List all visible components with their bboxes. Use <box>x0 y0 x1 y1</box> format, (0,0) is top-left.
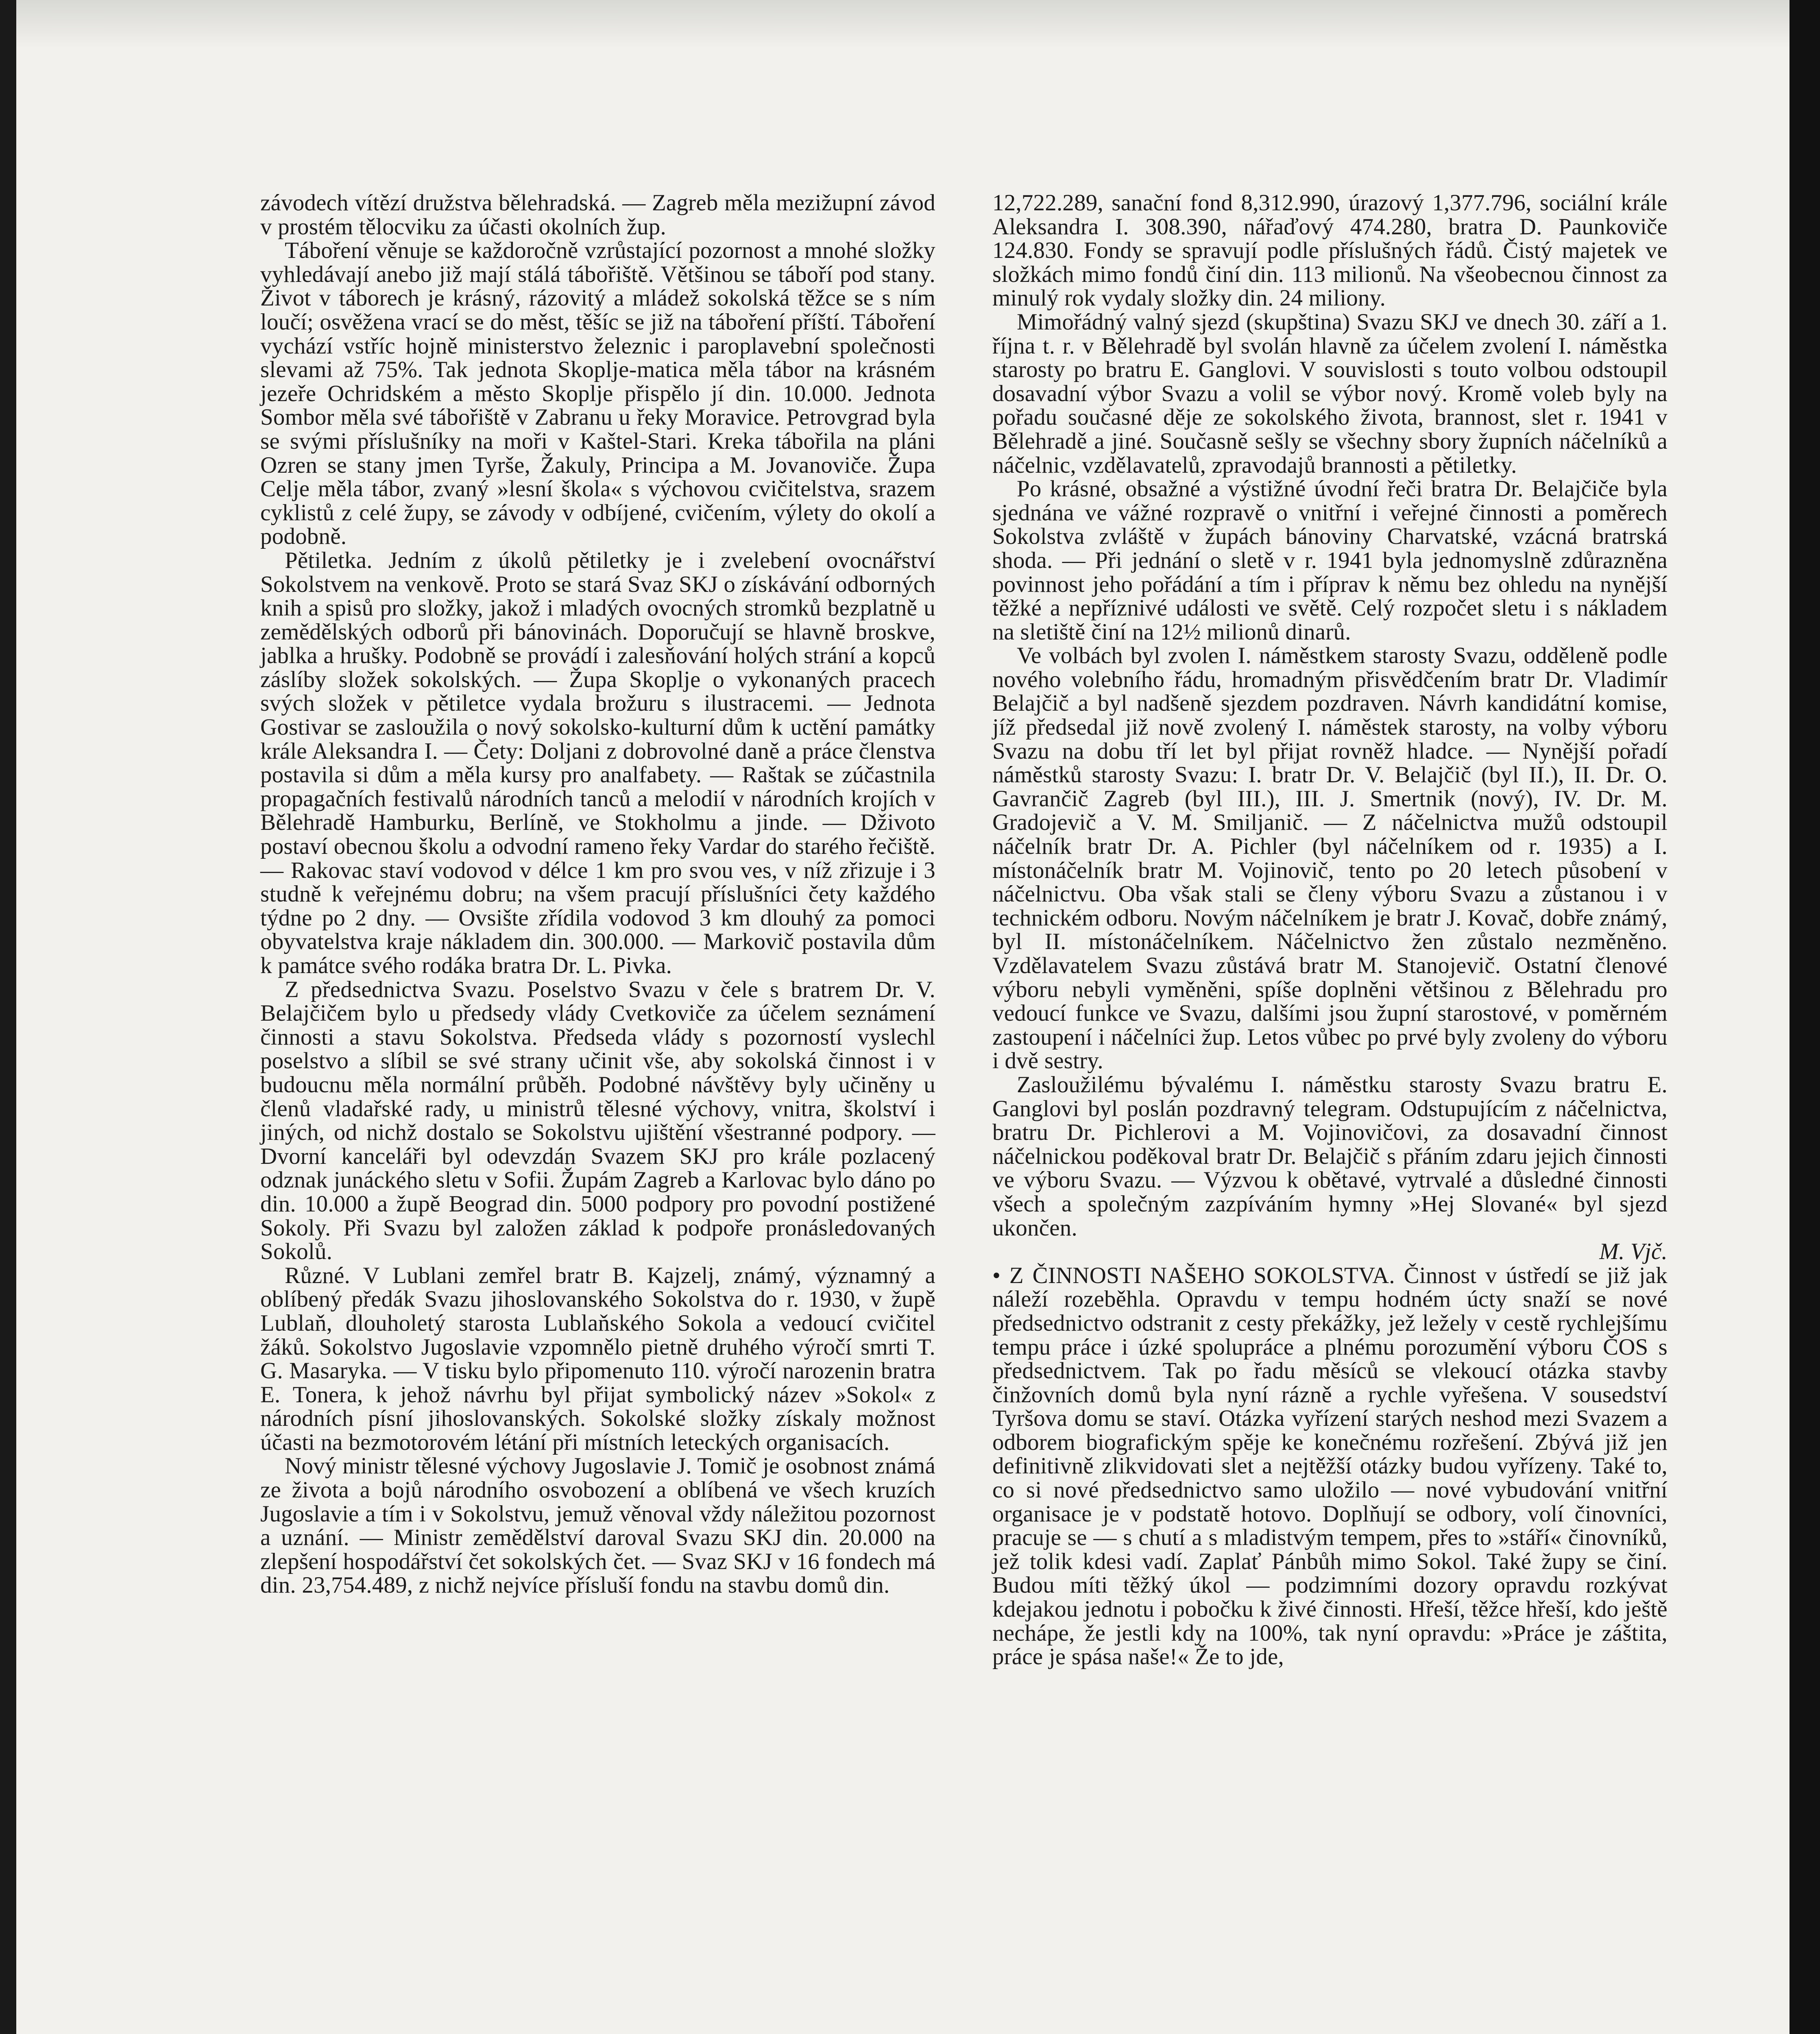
scan-border-left <box>0 0 16 2034</box>
paragraph: Pětiletka. Jedním z úkolů pětiletky je i zvelebení ovocnářství Sokolstvem na venkově. Proto se stará Svaz SKJ o získávání odborných knih a spisů pro složky, jakož i mladých ovocných stromků bezplatně u zemědělských odborů při bánovinách. Doporučují se hlavně broskve, jablka a hrušky. Podobně se provádí i zalesňování holých strání a kopců záslíby složek sokolských. — Župa Skoplje o vykonaných pracech svých složek v pětiletce vydala brožuru s ilustracemi. — Jednota Gostivar se zasloužila o nový sokolsko-kulturní dům k uctění památky krále Aleksandra I. — Čety: Doljani z dobrovolné daně a práce členstva postavila si dům a měla kursy pro analfabety. — Raštak se zúčastnila propagačních festivalů národních tanců a melodií v národních krojích v Bělehradě Hamburku, Berlíně, ve Stokholmu a jinde. — Dživoto postaví obecnou školu a odvodní rameno řeky Vardar do starého řečiště. — Rakovac staví vodovod v délce 1 km pro svou ves, v níž zřizuje i 3 studně k veřejnému dobru; na všem pracují příslušníci čety každého týdne po 2 dny. — Ovsište zřídila vodovod 3 km dlouhý za pomoci obyvatelstva kraje nákladem din. 300.000. — Markovič postavila dům k památce svého rodáka bratra Dr. L. Pivka. <box>260 547 935 978</box>
page-shadow <box>16 0 1789 49</box>
paragraph: 12,722.289, sanační fond 8,312.990, úrazový 1,377.796, sociální krále Aleksandra I. 308.390, nářaďový 474.280, bratra D. Paunkoviče 124.830. Fondy se spravují podle příslušných řádů. Čistý majetek ve složkách mimo fondů činí din. 113 milionů. Na všeobecnou činnost za minulý rok vydaly složky din. 24 miliony. <box>992 190 1667 311</box>
left-text-column <box>260 191 935 1598</box>
paragraph: Po krásné, obsažné a výstižné úvodní řeči bratra Dr. Belajčiče byla sjednána ve vážné rozpravě o vnitřní i veřejné činnosti a poměrech Sokolstva zvláště v župách bánoviny Charvatské, vzácná bratrská shoda. — Při jednání o sletě v r. 1941 byla jednomyslně zdůrazněna povinnost jeho pořádání a tím i příprav k němu bez ohledu na nynější těžké a nepříznivé události ve světě. Celý rozpočet sletu i s nákladem na sletiště činí na 12½ milionů dinarů. <box>992 476 1667 645</box>
paragraph: závodech vítězí družstva bělehradská. — Zagreb měla mezižupní závod v prostém tělocviku za účasti okolních žup. <box>260 190 935 240</box>
paragraph: Z předsednictva Svazu. Poselstvo Svazu v čele s bratrem Dr. V. Belajčičem bylo u předsedy vlády Cvetkoviče za účelem seznámení činnosti a stavu Sokolstva. Předseda vlády s pozorností vyslechl poselstvo a slíbil se své strany učinit vše, aby sokolská činnost i v budoucnu měla normální průběh. Podobné návštěvy byly učiněny u členů vladařské rady, u ministrů tělesné výchovy, vnitra, školství i jiných, od nichž dostalo se Sokolstvu ujištění všestranné podpory. — Dvorní kanceláři byl odevzdán Svazem SKJ pro krále pozlacený odznak junáckého sletu v Sofii. Župám Zagreb a Karlovac bylo dáno po din. 10.000 a župě Beograd din. 5000 podpory pro povodní postižené Sokoly. Při Svazu byl založen základ k podpoře pronásledovaných Sokolů. <box>260 976 935 1265</box>
scan-border-right <box>1789 0 1820 2034</box>
paragraph: Zasloužilému bývalému I. náměstku starosty Svazu bratru E. Ganglovi byl poslán pozdravný telegram. Odstupujícím z náčelnictva, bratru Dr. Pichlerovi a M. Vojinovičovi, za dosavadní činnost náčelnickou poděkoval bratr Dr. Belajčič s přáním zdaru jejich činnosti ve výboru Svazu. — Výzvou k obětavé, vytrvalé a důsledné činnosti všech a společným zazpíváním hymny »Hej Slované« byl sjezd ukončen. <box>992 1072 1667 1241</box>
paragraph: Ve volbách byl zvolen I. náměstkem starosty Svazu, odděleně podle nového volebního řádu, hromadným přisvědčením bratr Dr. Vladimír Belajčič a byl nadšeně sjezdem pozdraven. Návrh kandidátní komise, jíž předsedal již nově zvolený I. náměstek starosty, na volby výboru Svazu na dobu tří let byl přijat rovněž hladce. — Nynější pořadí náměstků starosty Svazu: I. bratr Dr. V. Belajčič (byl II.), II. Dr. O. Gavrančič Zagreb (byl III.), III. J. Smertnik (nový), IV. Dr. M. Gradojevič a V. M. Smiljanič. — Z náčelnictva mužů odstoupil náčelník bratr Dr. A. Pichler (byl náčelníkem od r. 1935) a I. místonáčelník bratr M. Vojinovič, tento po 20 letech působení v náčelnictvu. Oba však stali se členy výboru Svazu a zůstanou i v technickém odboru. Novým náčelníkem je bratr J. Kovač, dobře známý, byl II. místonáčelníkem. Náčelnictvo žen zůstalo nezměněno. Vzdělavatelem Svazu zůstává bratr M. Stanojevič. Ostatní členové výboru nebyli vyměněni, spíše doplněni většinou z Bělehradu pro vedoucí funkce ve Svazu, dalšími jsou župní starostové, v poměrném zastoupení i náčelníci žup. Letos vůbec po prvé byly zvoleny do výboru i dvě sestry. <box>992 643 1667 1074</box>
paragraph: Mimořádný valný sjezd (skupština) Svazu SKJ ve dnech 30. září a 1. října t. r. v Bělehradě byl svolán hlavně za účelem zvolení I. náměstka starosty po bratru E. Ganglovi. V souvislosti s touto volbou odstoupil dosavadní výbor Svazu a volil se výbor nový. Kromě voleb byly na pořadu současné děje ze sokolského života, brannost, slet r. 1941 v Bělehradě a jiné. Současně sešly se všechny sbory župních náčelníků a náčelnic, vzdělavatelů, zpravodajů brannosti a pětiletky. <box>992 309 1667 478</box>
right-text-column <box>992 191 1667 1669</box>
paragraph: Různé. V Lublani zemřel bratr B. Kajzelj, známý, významný a oblíbený předák Svazu jihoslovanského Sokolstva do r. 1930, v župě Lublaň, dlouholetý starosta Lublaňského Sokola a vedoucí cvičitel žáků. Sokolstvo Jugoslavie vzpomnělo pietně druhého výročí smrti T. G. Masaryka. — V tisku bylo připomenuto 110. výročí narozenin bratra E. Tonera, k jehož návrhu byl přijat symbolický název »Sokol« z národních písní jihoslovanských. Sokolské složky získaly možnost účasti na bezmotorovém létání při místních leteckých organisacích. <box>260 1262 935 1455</box>
section-paragraph: • Z ČINNOSTI NAŠEHO SOKOLSTVA. Činnost v ústředí se již jak náleží rozeběhla. Opravdu v tempu hodném úcty snaží se nové předsednictvo odstranit z cesty překážky, jež ležely v cestě rychlejšímu tempu práce i úzké spolupráce a plnému porozumění výboru ČOS s předsednictvem. Tak po řadu měsíců se vlekoucí otázka stavby činžovních domů byla nyní rázně a rychle vyřešena. V sousedství Tyršova domu se staví. Otázka vyřízení starých neshod mezi Svazem a odborem biografickým spěje ke konečnému rozřešení. Zbývá již jen definitivně zlikvidovati slet a nejtěžší otázky budou vyřízeny. Také to, co si nové předsednictvo samo uložilo — nové vybudování vnitřní organisace je v podstatě hotovo. Doplňují se odbory, volí činovníci, pracuje se — s chutí a s mladistvým tempem, přes to »stáří« činovníků, jež tolik kdesi vadí. Zaplať Pánbůh mimo Sokol. Také župy se činí. Budou míti těžký úkol — podzimními dozory opravdu rozkývat kdejakou jednotu i pobočku k živé činnosti. Hřeší, těžce hřeší, kdo ještě nechápe, že jestli kdy na 100%, tak nyní opravdu: »Práce je záštita, práce je spása naše!« Že to jde, <box>992 1262 1667 1670</box>
paragraph: Nový ministr tělesné výchovy Jugoslavie J. Tomič je osobnost známá ze života a bojů národního osvobození a oblíbená ve všech kruzích Jugoslavie a tím i v Sokolstvu, jemuž věnoval vždy náležitou pozornost a uznání. — Ministr zemědělství daroval Svazu SKJ din. 20.000 na zlepšení hospodářství čet sokolských čet. — Svaz SKJ v 16 fondech má din. 23,754.489, z nichž nejvíce přísluší fondu na stavbu domů din. <box>260 1453 935 1598</box>
paragraph: Táboření věnuje se každoročně vzrůstající pozornost a mnohé složky vyhledávají anebo již mají stálá tábořiště. Většinou se táboří pod stany. Život v táborech je krásný, rázovitý a mládež sokolská těžce se s ním loučí; osvěžena vrací se do měst, těšíc se již na táboření příští. Táboření vychází vstříc hojně ministerstvo železnic i paroplavební společnosti slevami až 75%. Tak jednota Skoplje-matica měla tábor na krásném jezeře Ochridském a město Skoplje přispělo jí din. 10.000. Jednota Sombor měla své tábořiště v Zabranu u řeky Moravice. Petrovgrad byla se svými příslušníky na moři v Kaštel-Stari. Kreka tábořila na pláni Ozren se stany jmen Tyrše, Žakuly, Principa a M. Jovanoviče. Župa Celje měla tábor, zvaný »lesní škola« s výchovou cvičitelstva, srazem cyklistů z celé župy, se závody v odbíjené, cvičením, výlety do okolí a podobně. <box>260 238 935 550</box>
author-signature: M. Vjč. <box>1599 1239 1667 1265</box>
